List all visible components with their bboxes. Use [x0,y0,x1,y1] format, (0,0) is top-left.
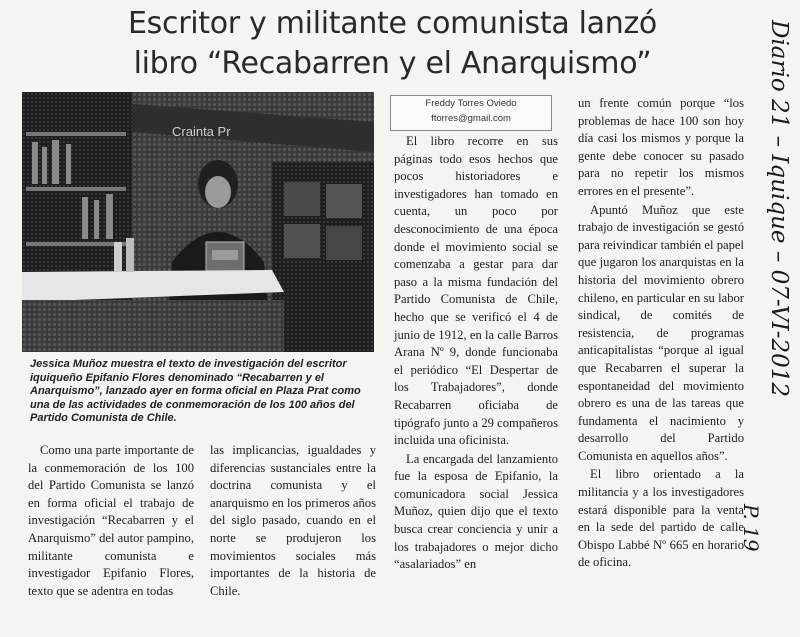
headline-line-2: libro “Recabarren y el Anarquismo” [133,46,652,81]
headline-line-1: Escritor y militante comunista lanzó [128,6,657,41]
handwritten-source-date: Diario 21 – Iquique – 07-VI-2012 [766,20,792,398]
paragraph: El libro recorre en sus páginas todo esos hechos que pocos historiadores e investigadores han tomado en cuenta, un poco por desconocimiento de una época donde el movimiento social se comenzaba a gestar para dar paso a la misma fundación del Partido Comunista de Chile, hecho que se verificó el 4 de junio de 1912, en la calle Barros Arana Nº 9, donde funcionaba el periódico “El Despertar de los Trabajadores”, donde Recabarren oficiaba de tipógrafo junto a 29 compañeros incluida una oficinista. [394,134,558,448]
sign-text: Crainta Pr [172,124,231,139]
photo-illustration [22,92,374,352]
paragraph: Como una parte importante de la conmemoración de los 100 del Partido Comunista se lanzó en forma oficial el trabajo de investigación “Recabarren y el Anarquismo” del autor pampino, militante comunista e investigador Epifanio Flores, texto que se adentra en todas [28,443,194,598]
column-3 [394,133,558,574]
byline-name: Freddy Torres Oviedo [425,98,517,109]
handwritten-page-wrap [738,500,768,580]
paragraph: La encargada del lanzamiento fue la esposa de Epifanio, la comunicadora social Jessica Muñoz, quien dijo que el texto busca crear conciencia y unir a los trabajadores o mejor dicho “asalariados” en [394,451,558,572]
column-4 [578,95,744,572]
paragraph: las implicancias, igualdades y diferencias sustanciales entre la doctrina comunista y el anarquismo en los primeros años del siglo pasado, cuando en el norte se produjeron los movimientos sociales más importantes de la historia de Chile. [210,443,376,598]
paragraph: un frente común porque “los problemas de hace 100 son hoy día casi los mismos y porque la gente debe conocer su pasado para no repetir los mismos errores en el presente”. [578,96,744,198]
paragraph: El libro orientado a la militancia y a los investigadores estará disponible para la venta en la sede del partido de calle Obispo Labbé Nº 665 en horario de oficina. [578,467,744,570]
photo-caption: Jessica Muñoz muestra el texto de investigación del escritor iquiqueño Epifanio Flores denominado “Recabarren y el Anarquismo”, lanzado ayer en forma oficial en Plaza Prat como una de las actividades de conmemoración de los 100 años del Partido Comunista de Chile. [30,358,361,424]
handwriting-page-svg [738,500,768,580]
news-photo [22,92,374,352]
headline [40,4,745,84]
paragraph: Apuntó Muñoz que este trabajo de investigación se gestó para reivindicar también el papel que jugaron los anarquistas en la historia del movimiento obrero chileno, en particular en su labor sindical, de comités de resistencia, de programas anticapitalistas “porque al igual que Recabarren el superar la espontaneidad del movimiento obrero es una de las tareas que fundamenta el nacimiento y desarrollo del Partido Comunista en aquellos años”. [578,202,744,463]
column-bottom-middle [210,442,376,600]
byline-box [390,95,552,131]
byline-email: ftorres@gmail.com [431,113,511,124]
handwritten-page-number: P. 19 [739,504,763,552]
column-bottom-left [28,442,194,600]
